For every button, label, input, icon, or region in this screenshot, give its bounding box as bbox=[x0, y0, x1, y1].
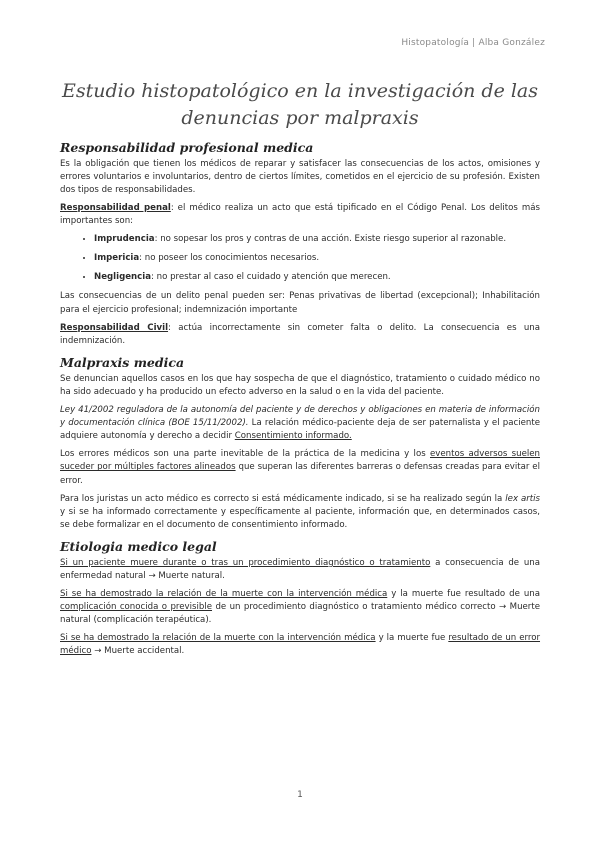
paragraph: Para los juristas un acto médico es correcto si está médicamente indicado, si se ha realizado según la lex artis y si se ha informado correctamente y específicamente al paciente, información que, en determinados casos, se debe formalizar en el documento de consentimiento informado. bbox=[60, 493, 540, 530]
list-item: • Negligencia: no prestar al caso el cuidado y atención que merecen. bbox=[94, 271, 540, 284]
paragraph: Los errores médicos son una parte inevitable de la práctica de la medicina y los eventos adversos suelen suceder por múltiples factores alineados que superan las diferentes barreras o defensas creadas para evitar el error. bbox=[60, 449, 540, 486]
term-label: Responsabilidad penal bbox=[60, 203, 171, 214]
section-heading: Etiologia medico legal bbox=[60, 538, 217, 554]
bullet-list bbox=[60, 233, 540, 284]
document-title: Estudio histopatológico en la investigación de las denuncias por malpraxis bbox=[61, 80, 539, 129]
document-body bbox=[60, 140, 540, 664]
list-item: • Imprudencia: no sopesar los pros y contras de una acción. Existe riesgo superior al razonable. bbox=[94, 233, 540, 246]
paragraph: Si se ha demostrado la relación de la muerte con la intervención médica y la muerte fue resultado de una complicación conocida o previsible de un procedimiento diagnóstico o tratamiento médico correcto → Muerte natural (complicación terapéutica). bbox=[60, 589, 541, 626]
page-number: 1 bbox=[297, 790, 303, 800]
paragraph: Si un paciente muere durante o tras un procedimiento diagnóstico o tratamiento a consecuencia de una enfermedad natural → Muerte natural. bbox=[60, 557, 541, 581]
section-responsabilidad bbox=[60, 140, 540, 348]
page-header: Histopatología | Alba González bbox=[401, 38, 545, 48]
section-heading: Malpraxis medica bbox=[60, 354, 185, 370]
list-item: • Impericia: no poseer los conocimientos necesarios. bbox=[94, 252, 540, 265]
paragraph: Ley 41/2002 reguladora de la autonomía del paciente y de derechos y obligaciones en materia de información y documentación clínica (BOE 15/11/2002). La relación médico-paciente deja de ser paternalista y el paciente adquiere autonomía y derecho a decidir Consentimiento informado. bbox=[60, 405, 540, 442]
paragraph: Responsabilidad penal: el médico realiza un acto que está tipificado en el Código Penal. Los delitos más importantes son: bbox=[60, 203, 540, 227]
section-malpraxis bbox=[60, 355, 540, 532]
section-heading: Responsabilidad profesional medica bbox=[60, 140, 314, 155]
paragraph: Responsabilidad Civil: actúa incorrectamente sin cometer falta o delito. La consecuencia es una indemnización. bbox=[60, 322, 540, 346]
paragraph: Se denuncian aquellos casos en los que hay sospecha de que el diagnóstico, tratamiento o cuidado médico no ha sido adecuado y ha producido un efecto adverso en la salud o en la vida del paciente. bbox=[60, 373, 540, 397]
paragraph: Si se ha demostrado la relación de la muerte con la intervención médica y la muerte fue resultado de un error médico → Muerte accidental. bbox=[60, 633, 541, 657]
paragraph: Las consecuencias de un delito penal pueden ser: Penas privativas de libertad (excepcional); Inhabilitación para el ejercicio profesional; indemnización importante bbox=[60, 291, 540, 315]
section-etiologia bbox=[60, 539, 540, 659]
term-label: Responsabilidad Civil bbox=[60, 322, 169, 333]
paragraph: Es la obligación que tienen los médicos de reparar y satisfacer las consecuencias de los actos, omisiones y errores voluntarios e involuntarios, dentro de ciertos límites, cometidos en el ejercicio de su profesión. Existen dos tipos de responsabilidades. bbox=[60, 159, 540, 196]
